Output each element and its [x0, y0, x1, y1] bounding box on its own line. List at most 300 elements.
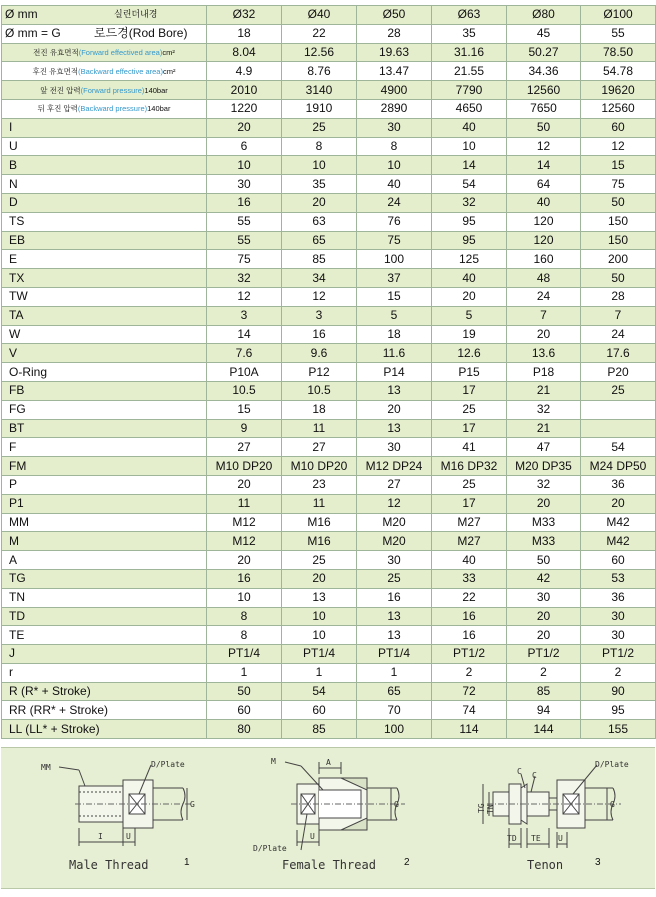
value-cell: 85 — [282, 250, 357, 269]
table-row — [2, 607, 656, 626]
value-cell: 31.16 — [432, 43, 507, 62]
value-cell: 95 — [432, 212, 507, 231]
value-cell: 28 — [581, 287, 656, 306]
value-cell: 21 — [507, 419, 581, 438]
dimension-label: FB — [2, 381, 207, 400]
value-cell: M12 — [207, 513, 282, 532]
area-label-unit: 140bar — [144, 85, 168, 95]
tenon-c-label-2: C — [532, 771, 537, 780]
value-cell: PT1/2 — [581, 645, 656, 664]
value-cell: 7 — [507, 306, 581, 325]
value-cell: 10 — [432, 137, 507, 156]
value-cell: 63 — [282, 212, 357, 231]
value-cell: 24 — [357, 193, 432, 212]
value-cell: 114 — [432, 720, 507, 739]
value-cell: 30 — [581, 626, 656, 645]
value-cell: 10.5 — [207, 381, 282, 400]
value-cell: 50 — [507, 551, 581, 570]
table-row — [2, 663, 656, 682]
table-row — [2, 720, 656, 739]
value-cell: 48 — [507, 269, 581, 288]
table-row — [2, 626, 656, 645]
value-cell: PT1/4 — [282, 645, 357, 664]
table-row — [2, 532, 656, 551]
value-cell: 60 — [207, 701, 282, 720]
female-u-label: U — [310, 832, 315, 841]
value-cell: 12 — [282, 287, 357, 306]
dimension-label: RR (RR* + Stroke) — [2, 701, 207, 720]
tenon-g-label: G — [610, 800, 615, 809]
value-cell: 4650 — [432, 99, 507, 118]
value-cell: 12 — [581, 137, 656, 156]
dimension-label: D — [2, 193, 207, 212]
tenon-td-label: TD — [507, 834, 517, 843]
table-row — [2, 118, 656, 137]
value-cell: 20 — [282, 569, 357, 588]
female-thread-caption: Female Thread — [282, 858, 376, 872]
value-cell: PT1/2 — [432, 645, 507, 664]
value-cell: M16 DP32 — [432, 457, 507, 476]
table-row — [2, 231, 656, 250]
area-label-ko: 뒤 후진 압력 — [37, 104, 78, 114]
value-cell: 4900 — [357, 81, 432, 100]
area-label-unit: 140bar — [147, 104, 171, 114]
value-cell: 11 — [282, 494, 357, 513]
value-cell: 10 — [282, 626, 357, 645]
value-cell: 2 — [507, 663, 581, 682]
table-row — [2, 419, 656, 438]
value-cell: 20 — [207, 475, 282, 494]
rod-bore-label-cell — [2, 24, 207, 43]
value-cell: 15 — [357, 287, 432, 306]
value-cell: 150 — [581, 231, 656, 250]
dimension-label: P — [2, 475, 207, 494]
value-cell: 37 — [357, 269, 432, 288]
header-row — [2, 6, 656, 25]
dimension-label: W — [2, 325, 207, 344]
bore-header: Ø80 — [507, 6, 581, 25]
value-cell: 35 — [282, 175, 357, 194]
value-cell: 25 — [432, 475, 507, 494]
value-cell: 12 — [207, 287, 282, 306]
value-cell: 20 — [507, 607, 581, 626]
cylinder-bore-label: 실린더내경 — [114, 9, 158, 19]
bore-header: Ø50 — [357, 6, 432, 25]
value-cell: 16 — [357, 588, 432, 607]
value-cell: 16 — [207, 569, 282, 588]
tenon-drawing — [483, 765, 621, 848]
value-cell: 13 — [357, 419, 432, 438]
table-row — [2, 457, 656, 476]
value-cell: M24 DP50 — [581, 457, 656, 476]
value-cell: 2890 — [357, 99, 432, 118]
value-cell: 21 — [507, 381, 581, 400]
value-cell: 12 — [357, 494, 432, 513]
value-cell: 3140 — [282, 81, 357, 100]
value-cell: 55 — [207, 212, 282, 231]
value-cell: 54 — [581, 438, 656, 457]
value-cell: 2010 — [207, 81, 282, 100]
table-row — [2, 682, 656, 701]
value-cell: 17 — [432, 494, 507, 513]
value-cell: 100 — [357, 720, 432, 739]
area-label-ko: 후진 유효면적 — [32, 66, 79, 76]
value-cell: 25 — [581, 381, 656, 400]
value-cell: 80 — [207, 720, 282, 739]
dimension-label: A — [2, 551, 207, 570]
value-cell: 16 — [432, 626, 507, 645]
value-cell: 10 — [357, 156, 432, 175]
value-cell — [581, 419, 656, 438]
table-row — [2, 475, 656, 494]
dimension-label: TS — [2, 212, 207, 231]
table-row — [2, 400, 656, 419]
value-cell: 32 — [207, 269, 282, 288]
tenon-tn-label: TN — [486, 804, 495, 814]
header-label-cell — [2, 6, 207, 25]
value-cell: 50 — [581, 193, 656, 212]
dimension-label: LL (LL* + Stroke) — [2, 720, 207, 739]
female-plate-label: D/Plate — [253, 844, 287, 853]
value-cell: 36 — [581, 588, 656, 607]
value-cell: 34.36 — [507, 62, 581, 81]
area-label-cell — [2, 43, 207, 62]
value-cell: 54 — [432, 175, 507, 194]
value-cell: 27 — [207, 438, 282, 457]
value-cell: 33 — [432, 569, 507, 588]
value-cell: M20 — [357, 513, 432, 532]
dimension-label: R (R* + Stroke) — [2, 682, 207, 701]
value-cell: 12.6 — [432, 344, 507, 363]
value-cell: 21.55 — [432, 62, 507, 81]
table-row — [2, 99, 656, 118]
value-cell: 74 — [432, 701, 507, 720]
value-cell: 3 — [207, 306, 282, 325]
table-row — [2, 43, 656, 62]
table-row — [2, 306, 656, 325]
value-cell: 17 — [432, 381, 507, 400]
male-mm-label: MM — [41, 763, 51, 772]
value-cell: 5 — [432, 306, 507, 325]
value-cell: 40 — [432, 551, 507, 570]
value-cell: 18 — [207, 24, 282, 43]
value-cell: M42 — [581, 513, 656, 532]
value-cell: 95 — [432, 231, 507, 250]
value-cell: 75 — [207, 250, 282, 269]
table-row — [2, 588, 656, 607]
value-cell: 120 — [507, 212, 581, 231]
value-cell: M20 — [357, 532, 432, 551]
unit-label: Ø mm — [5, 7, 38, 21]
table-row — [2, 62, 656, 81]
table-row — [2, 212, 656, 231]
value-cell: 10.5 — [282, 381, 357, 400]
value-cell: 1 — [282, 663, 357, 682]
value-cell: 95 — [581, 701, 656, 720]
dimension-label: E — [2, 250, 207, 269]
value-cell: 120 — [507, 231, 581, 250]
value-cell: 12 — [507, 137, 581, 156]
value-cell: M12 — [207, 532, 282, 551]
value-cell: 70 — [357, 701, 432, 720]
value-cell: 20 — [507, 626, 581, 645]
dimension-label: N — [2, 175, 207, 194]
area-label-ko: 앞 전진 압력 — [40, 85, 81, 95]
value-cell: 10 — [207, 588, 282, 607]
value-cell: 15 — [581, 156, 656, 175]
value-cell: 90 — [581, 682, 656, 701]
value-cell: 100 — [357, 250, 432, 269]
dimension-label: TN — [2, 588, 207, 607]
value-cell: PT1/4 — [207, 645, 282, 664]
value-cell: 13 — [357, 626, 432, 645]
dimension-label: TA — [2, 306, 207, 325]
table-row — [2, 137, 656, 156]
value-cell: 32 — [507, 400, 581, 419]
male-plate-label: D/Plate — [151, 760, 185, 769]
value-cell: 1 — [357, 663, 432, 682]
value-cell: 22 — [282, 24, 357, 43]
dimension-label: J — [2, 645, 207, 664]
value-cell: 55 — [207, 231, 282, 250]
value-cell: 53 — [581, 569, 656, 588]
value-cell: 14 — [507, 156, 581, 175]
value-cell: 30 — [581, 607, 656, 626]
value-cell: 30 — [357, 438, 432, 457]
dimension-label: FM — [2, 457, 207, 476]
bore-header: Ø32 — [207, 6, 282, 25]
value-cell: 11 — [207, 494, 282, 513]
value-cell: 19620 — [581, 81, 656, 100]
value-cell: 20 — [207, 118, 282, 137]
value-cell: PT1/4 — [357, 645, 432, 664]
table-row — [2, 344, 656, 363]
table-row — [2, 287, 656, 306]
area-label-ko: 전진 유효면적 — [33, 47, 79, 57]
value-cell: 10 — [207, 156, 282, 175]
bore-header: Ø40 — [282, 6, 357, 25]
table-row — [2, 701, 656, 720]
value-cell: 65 — [357, 682, 432, 701]
value-cell: 3 — [282, 306, 357, 325]
area-label-cell — [2, 99, 207, 118]
value-cell: 12.56 — [282, 43, 357, 62]
value-cell: 155 — [581, 720, 656, 739]
dimension-label: P1 — [2, 494, 207, 513]
value-cell: 14 — [432, 156, 507, 175]
value-cell: 40 — [432, 269, 507, 288]
value-cell: P12 — [282, 363, 357, 382]
dimension-label: O-Ring — [2, 363, 207, 382]
value-cell: 8.76 — [282, 62, 357, 81]
tenon-plate-label: D/Plate — [595, 760, 629, 769]
female-m-label: M — [271, 757, 276, 766]
value-cell: M16 — [282, 532, 357, 551]
dimension-label: FG — [2, 400, 207, 419]
value-cell: 36 — [581, 475, 656, 494]
value-cell: 34 — [282, 269, 357, 288]
value-cell: 13 — [357, 381, 432, 400]
value-cell: 10 — [282, 607, 357, 626]
value-cell: 8.04 — [207, 43, 282, 62]
value-cell: 85 — [507, 682, 581, 701]
value-cell: 12560 — [581, 99, 656, 118]
dimension-label: I — [2, 118, 207, 137]
value-cell: M42 — [581, 532, 656, 551]
value-cell: 25 — [432, 400, 507, 419]
value-cell: M27 — [432, 513, 507, 532]
area-label-unit: cm² — [162, 47, 175, 57]
table-row — [2, 24, 656, 43]
value-cell: 27 — [282, 438, 357, 457]
value-cell: 72 — [432, 682, 507, 701]
value-cell: 150 — [581, 212, 656, 231]
value-cell: 20 — [507, 325, 581, 344]
value-cell: 9.6 — [282, 344, 357, 363]
table-row — [2, 363, 656, 382]
female-thread-number: 2 — [404, 857, 410, 868]
table-row — [2, 551, 656, 570]
value-cell: 94 — [507, 701, 581, 720]
value-cell: 16 — [282, 325, 357, 344]
value-cell: 60 — [581, 118, 656, 137]
table-row — [2, 250, 656, 269]
dimension-label: BT — [2, 419, 207, 438]
value-cell: 20 — [432, 287, 507, 306]
tenon-te-label: TE — [531, 834, 541, 843]
value-cell: 2 — [581, 663, 656, 682]
value-cell: 30 — [357, 118, 432, 137]
tenon-number: 3 — [595, 857, 601, 868]
value-cell: 8 — [282, 137, 357, 156]
area-label-en: (Backward pressure) — [77, 104, 148, 114]
table-row — [2, 156, 656, 175]
value-cell: P20 — [581, 363, 656, 382]
value-cell: 45 — [507, 24, 581, 43]
value-cell: 30 — [207, 175, 282, 194]
value-cell: 5 — [357, 306, 432, 325]
table-row — [2, 645, 656, 664]
value-cell: 50 — [207, 682, 282, 701]
value-cell: 75 — [357, 231, 432, 250]
rod-end-drawings — [1, 748, 655, 888]
value-cell: M33 — [507, 513, 581, 532]
value-cell: 7.6 — [207, 344, 282, 363]
value-cell: 13.6 — [507, 344, 581, 363]
table-row — [2, 381, 656, 400]
value-cell: P14 — [357, 363, 432, 382]
value-cell: 19 — [432, 325, 507, 344]
dimension-label: F — [2, 438, 207, 457]
dimension-label: TW — [2, 287, 207, 306]
value-cell: 8 — [357, 137, 432, 156]
dimension-label: U — [2, 137, 207, 156]
area-label-unit: cm² — [162, 66, 176, 76]
value-cell: 12560 — [507, 81, 581, 100]
table-row — [2, 513, 656, 532]
dimension-label: B — [2, 156, 207, 175]
area-label-en: (Forward effectived area) — [78, 47, 163, 57]
value-cell: 20 — [357, 400, 432, 419]
value-cell: 7790 — [432, 81, 507, 100]
male-thread-drawing — [59, 765, 191, 846]
value-cell: 50 — [507, 118, 581, 137]
table-row — [2, 569, 656, 588]
dimension-label: TX — [2, 269, 207, 288]
dimension-label: EB — [2, 231, 207, 250]
value-cell: M27 — [432, 532, 507, 551]
male-g-label: G — [190, 800, 195, 809]
value-cell: 4.9 — [207, 62, 282, 81]
value-cell: 20 — [207, 551, 282, 570]
value-cell: 40 — [507, 193, 581, 212]
area-label-cell — [2, 81, 207, 100]
tenon-tg-label: TG — [477, 803, 486, 813]
value-cell: 25 — [282, 551, 357, 570]
table-row — [2, 494, 656, 513]
table-row — [2, 438, 656, 457]
value-cell: 200 — [581, 250, 656, 269]
value-cell: 19.63 — [357, 43, 432, 62]
value-cell: 27 — [357, 475, 432, 494]
female-thread-drawing — [285, 762, 405, 850]
value-cell: 47 — [507, 438, 581, 457]
value-cell: M10 DP20 — [282, 457, 357, 476]
value-cell: 2 — [432, 663, 507, 682]
value-cell: 18 — [357, 325, 432, 344]
value-cell: 50 — [581, 269, 656, 288]
value-cell: 30 — [357, 551, 432, 570]
value-cell: 14 — [207, 325, 282, 344]
value-cell: 7 — [581, 306, 656, 325]
value-cell: P18 — [507, 363, 581, 382]
value-cell: 35 — [432, 24, 507, 43]
value-cell: 75 — [581, 175, 656, 194]
dimension-label: TD — [2, 607, 207, 626]
male-thread-number: 1 — [184, 857, 190, 868]
spec-table — [1, 5, 656, 739]
table-row — [2, 175, 656, 194]
value-cell: 24 — [581, 325, 656, 344]
value-cell: 8 — [207, 607, 282, 626]
value-cell: 78.50 — [581, 43, 656, 62]
area-label-cell — [2, 62, 207, 81]
value-cell: 18 — [282, 400, 357, 419]
value-cell: 54.78 — [581, 62, 656, 81]
rod-bore-label: 로드경(Rod Bore) — [94, 25, 188, 40]
value-cell: M33 — [507, 532, 581, 551]
value-cell: 85 — [282, 720, 357, 739]
spec-table-body — [2, 6, 656, 739]
area-label-en: (Forward pressure) — [80, 85, 145, 95]
bore-header: Ø100 — [581, 6, 656, 25]
value-cell: 13.47 — [357, 62, 432, 81]
tenon-c-label-1: C — [517, 767, 522, 776]
value-cell: 8 — [207, 626, 282, 645]
value-cell: 1 — [207, 663, 282, 682]
dimension-label: r — [2, 663, 207, 682]
value-cell: 25 — [357, 569, 432, 588]
area-label-en: (Backward effective area) — [78, 66, 163, 76]
value-cell: 11.6 — [357, 344, 432, 363]
value-cell: 24 — [507, 287, 581, 306]
female-a-label: A — [326, 758, 331, 767]
value-cell: 20 — [507, 494, 581, 513]
value-cell: 9 — [207, 419, 282, 438]
value-cell: 13 — [357, 607, 432, 626]
value-cell: 22 — [432, 588, 507, 607]
value-cell: 6 — [207, 137, 282, 156]
